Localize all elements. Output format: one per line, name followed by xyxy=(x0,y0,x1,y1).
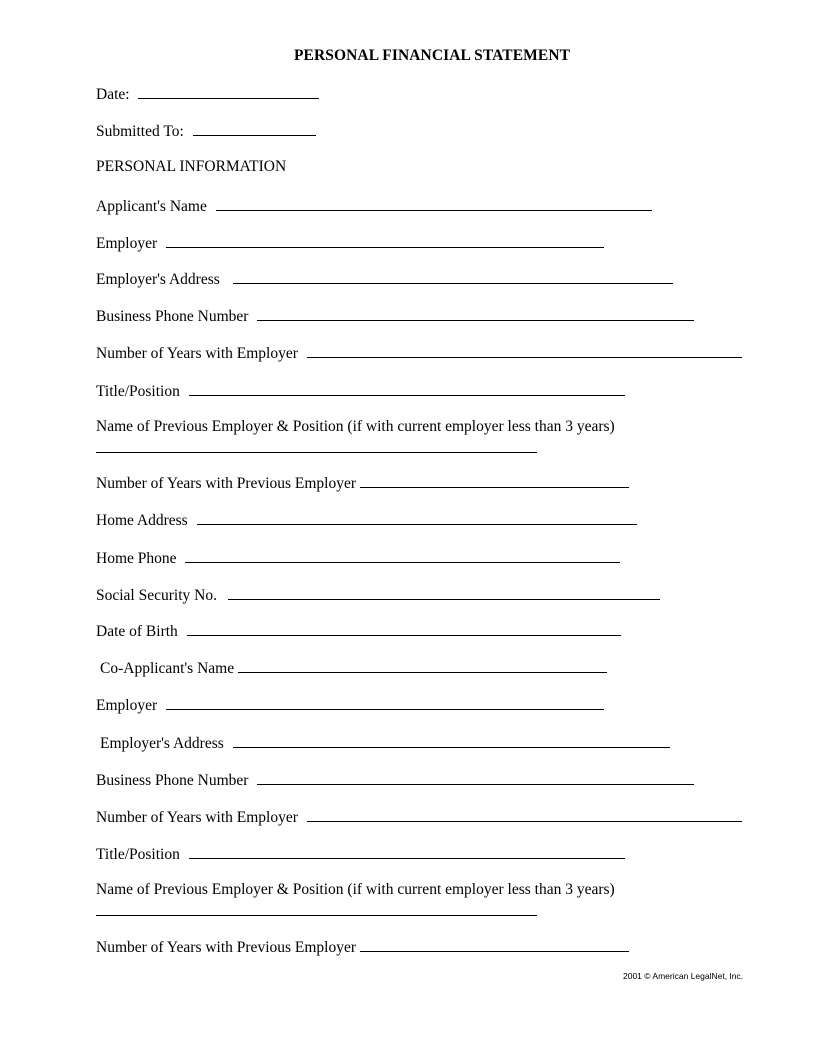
co-employer-address-field[interactable] xyxy=(233,733,670,748)
co-years-with-employer-field[interactable] xyxy=(307,807,742,822)
submitted-to-field[interactable] xyxy=(193,121,316,136)
co-employer-address-label: Employer's Address xyxy=(100,735,224,752)
years-previous-employer-label: Number of Years with Previous Employer xyxy=(96,475,357,492)
employer-row xyxy=(96,233,604,253)
co-business-phone-row xyxy=(96,770,694,790)
ssn-label: Social Security No. xyxy=(96,587,217,604)
co-previous-employer-row xyxy=(96,901,537,921)
applicant-name-label: Applicant's Name xyxy=(96,198,207,215)
home-address-field[interactable] xyxy=(197,510,637,525)
date-label: Date: xyxy=(96,86,130,103)
employer-address-label: Employer's Address xyxy=(96,271,220,288)
previous-employer-row xyxy=(96,438,537,458)
years-with-employer-field[interactable] xyxy=(307,343,742,358)
years-with-employer-label: Number of Years with Employer xyxy=(96,345,298,362)
dob-row xyxy=(96,621,621,641)
co-business-phone-field[interactable] xyxy=(257,770,694,785)
co-employer-field[interactable] xyxy=(166,695,604,710)
title-position-field[interactable] xyxy=(189,381,625,396)
copyright-footer: 2001 © American LegalNet, Inc. xyxy=(623,971,744,981)
co-employer-address-row xyxy=(100,733,670,753)
submitted-to-label: Submitted To: xyxy=(96,123,184,140)
employer-field[interactable] xyxy=(166,233,604,248)
years-previous-employer-field[interactable] xyxy=(360,473,629,488)
form-title: PERSONAL FINANCIAL STATEMENT xyxy=(293,47,571,64)
co-applicant-name-label: Co-Applicant's Name xyxy=(100,660,235,677)
personal-information-heading: PERSONAL INFORMATION xyxy=(96,158,287,175)
co-applicant-name-field[interactable] xyxy=(238,658,607,673)
employer-address-field[interactable] xyxy=(233,269,673,284)
ssn-field[interactable] xyxy=(228,585,660,600)
co-employer-label: Employer xyxy=(96,697,158,714)
home-address-row xyxy=(96,510,637,530)
years-previous-employer-row xyxy=(96,473,629,493)
home-phone-row xyxy=(96,548,620,568)
co-previous-employer-field[interactable] xyxy=(96,901,537,916)
co-title-position-label: Title/Position xyxy=(96,846,180,863)
date-row xyxy=(96,84,319,104)
co-applicant-name-row xyxy=(100,658,607,678)
employer-address-row xyxy=(96,269,673,289)
dob-field[interactable] xyxy=(187,621,621,636)
applicant-name-row xyxy=(96,196,652,216)
co-business-phone-label: Business Phone Number xyxy=(96,772,249,789)
business-phone-label: Business Phone Number xyxy=(96,308,249,325)
employer-label: Employer xyxy=(96,235,158,252)
business-phone-row xyxy=(96,306,694,326)
applicant-name-field[interactable] xyxy=(216,196,652,211)
submitted-to-row xyxy=(96,121,316,141)
business-phone-field[interactable] xyxy=(257,306,694,321)
co-previous-employer-label: Name of Previous Employer & Position (if with current employer less than 3 years) xyxy=(96,881,615,898)
co-years-with-employer-row xyxy=(96,807,742,827)
home-phone-label: Home Phone xyxy=(96,550,177,567)
co-employer-row xyxy=(96,695,604,715)
title-position-row xyxy=(96,381,625,401)
co-years-previous-employer-row xyxy=(96,937,629,957)
title-position-label: Title/Position xyxy=(96,383,180,400)
previous-employer-label: Name of Previous Employer & Position (if with current employer less than 3 years) xyxy=(96,418,615,435)
ssn-row xyxy=(96,585,660,605)
co-title-position-row xyxy=(96,844,625,864)
co-title-position-field[interactable] xyxy=(189,844,625,859)
home-address-label: Home Address xyxy=(96,512,188,529)
dob-label: Date of Birth xyxy=(96,623,178,640)
home-phone-field[interactable] xyxy=(185,548,620,563)
co-years-previous-employer-label: Number of Years with Previous Employer xyxy=(96,939,357,956)
date-field[interactable] xyxy=(138,84,319,99)
co-years-previous-employer-field[interactable] xyxy=(360,937,629,952)
previous-employer-field[interactable] xyxy=(96,438,537,453)
co-years-with-employer-label: Number of Years with Employer xyxy=(96,809,298,826)
years-with-employer-row xyxy=(96,343,742,363)
